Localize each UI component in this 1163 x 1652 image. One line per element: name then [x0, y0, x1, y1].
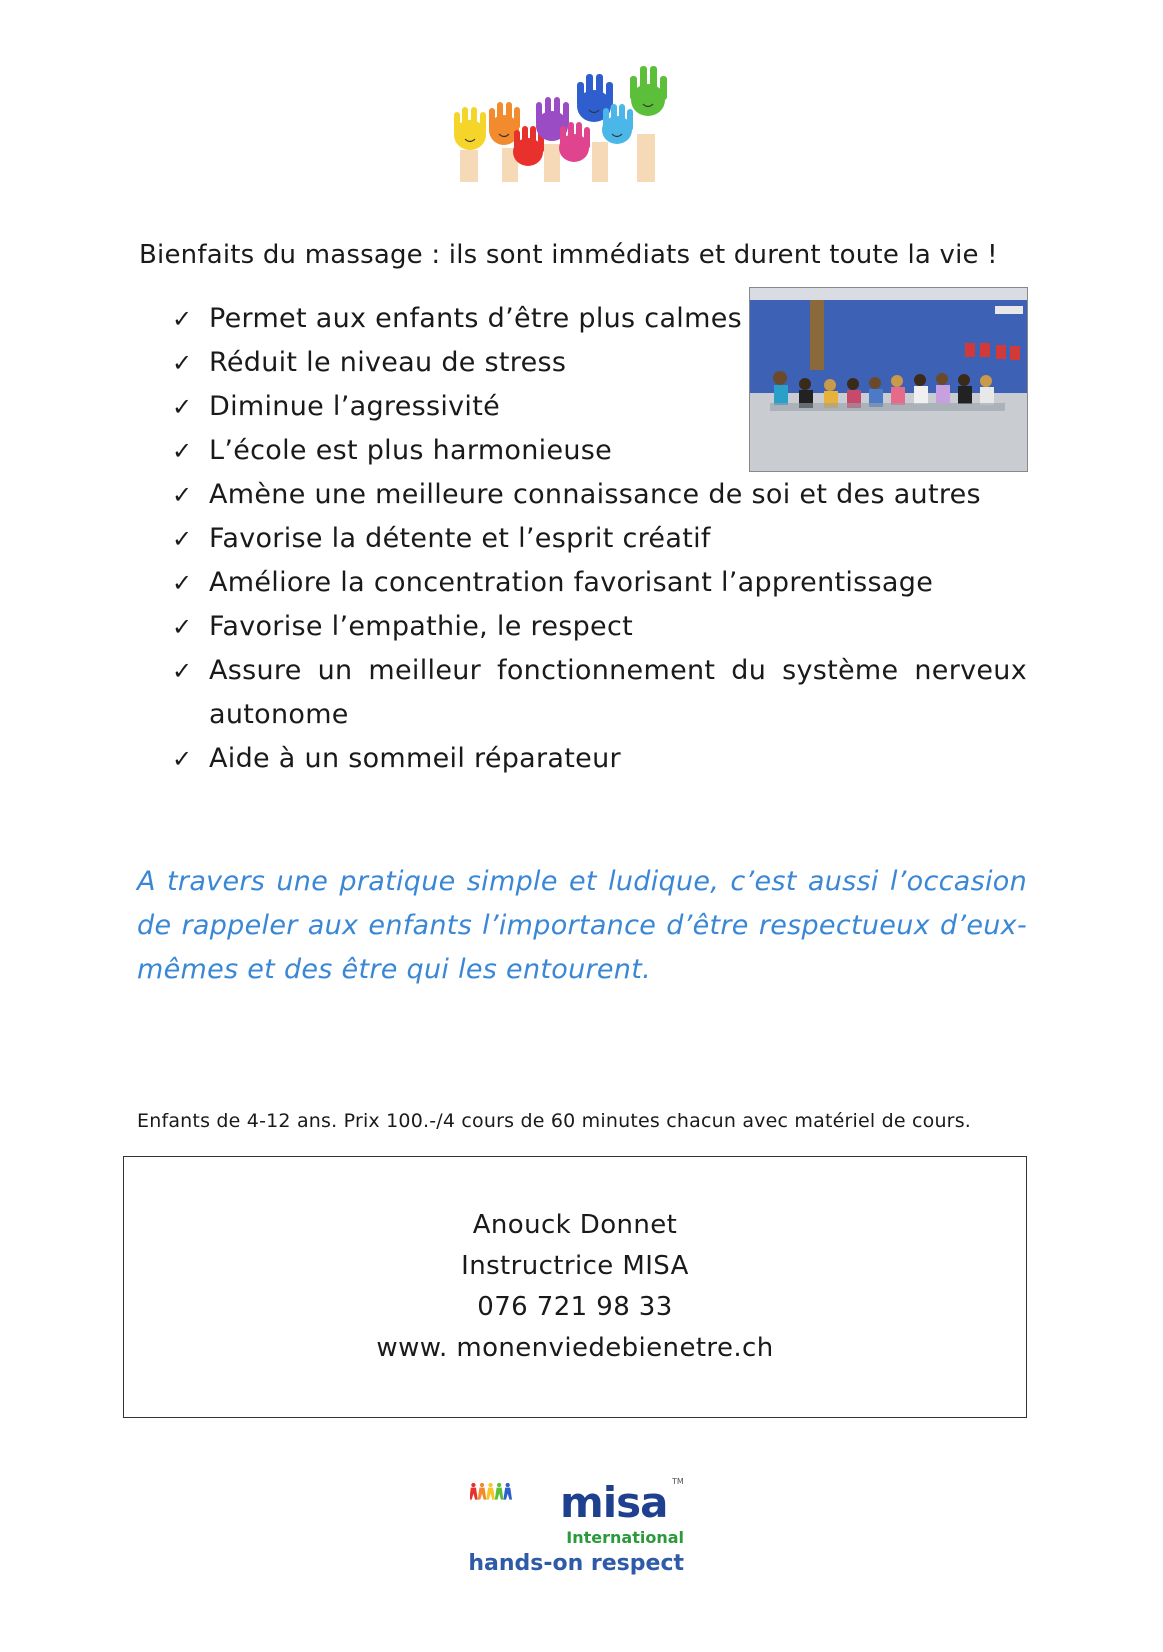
logo-subtitle: International: [566, 1528, 684, 1547]
benefits-list: [172, 297, 1027, 781]
checkmark-icon: ✓: [172, 525, 193, 553]
checkmark-icon: ✓: [172, 393, 193, 421]
logo-word: misa: [560, 1478, 668, 1527]
checkmark-icon: ✓: [172, 745, 193, 773]
list-item: ✓ Réduit le niveau de stress: [172, 341, 1027, 385]
list-item: ✓ L’école est plus harmonieuse: [172, 429, 1027, 473]
contact-role: Instructrice MISA: [461, 1251, 689, 1281]
contact-phone: 076 721 98 33: [477, 1292, 673, 1322]
checkmark-icon: ✓: [172, 657, 193, 685]
contact-website: www. monenviedebienetre.ch: [376, 1333, 774, 1363]
list-item: ✓ Amène une meilleure connaissance de soi et des autres: [172, 473, 1027, 517]
checkmark-icon: ✓: [172, 437, 193, 465]
list-item: ✓ Favorise l’empathie, le respect: [172, 605, 1027, 649]
checkmark-icon: ✓: [172, 613, 193, 641]
list-item: ✓ Permet aux enfants d’être plus calmes: [172, 297, 1027, 341]
misa-people-icon: [470, 1478, 560, 1528]
colorful-hands-icon: [452, 60, 712, 182]
contact-name: Anouck Donnet: [472, 1210, 678, 1240]
checkmark-icon: ✓: [172, 305, 193, 333]
list-item: ✓ Assure un meilleur fonctionnement du système nerveux autonome: [172, 649, 1027, 737]
trademark: TM: [672, 1477, 684, 1486]
checkmark-icon: ✓: [172, 569, 193, 597]
contact-box: [123, 1156, 1027, 1418]
quote-paragraph: A travers une pratique simple et ludique, c’est aussi l’occasion de rappeler aux enfants l’importance d’être respectueux d’eux-mêmes et des être qui les entourent.: [137, 866, 1027, 985]
list-item: ✓ Favorise la détente et l’esprit créatif: [172, 517, 1027, 561]
intro-heading: Bienfaits du massage : ils sont immédiats et durent toute la vie !: [139, 240, 998, 270]
logo-tagline: hands-on respect: [468, 1551, 684, 1576]
list-item: ✓ Aide à un sommeil réparateur: [172, 737, 1027, 781]
list-item: ✓ Diminue l’agressivité: [172, 385, 1027, 429]
price-info: Enfants de 4-12 ans. Prix 100.-/4 cours de 60 minutes chacun avec matériel de cours.: [137, 1110, 972, 1132]
checkmark-icon: ✓: [172, 481, 193, 509]
checkmark-icon: ✓: [172, 349, 193, 377]
list-item: ✓ Améliore la concentration favorisant l’apprentissage: [172, 561, 1027, 605]
